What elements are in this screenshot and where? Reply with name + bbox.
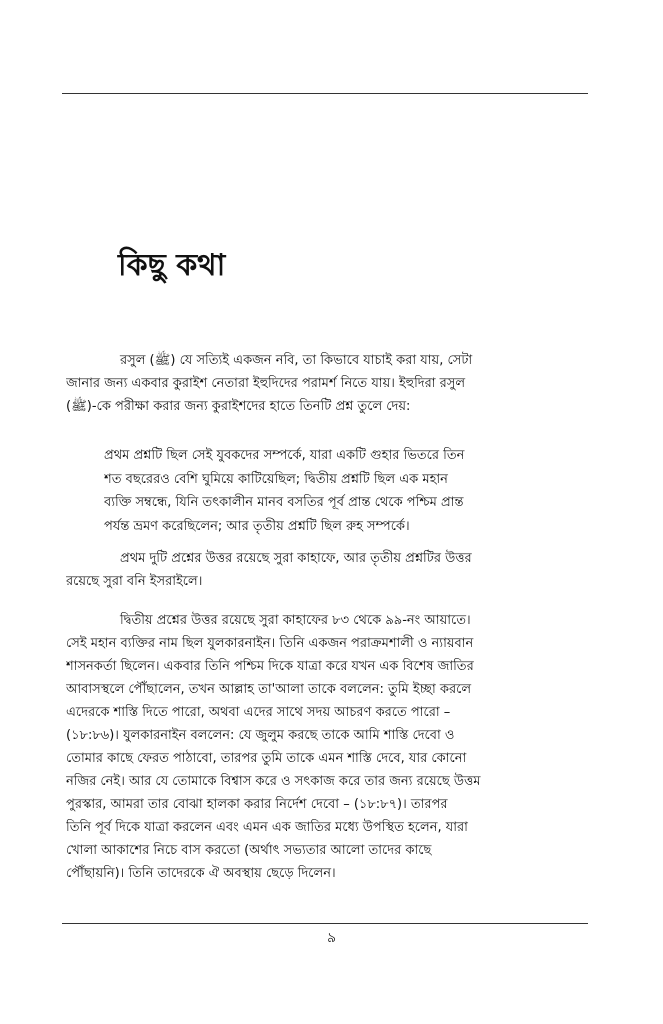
text-line: জানার জন্য একবার কুরাইশ নেতারা ইহুদিদের পরামর্শ নিতে যায়। ইহুদিরা রসুল xyxy=(66,376,466,391)
text-line: তিনি পূর্ব দিকে যাত্রা করলেন এবং এমন এক জাতির মধ্যে উপস্থিত হলেন, যারা xyxy=(66,820,468,835)
text-line: রয়েছে সুরা বনি ইসরাইলে। xyxy=(66,574,203,589)
text-line: (১৮:৮৬)। যুলকারনাইন বললেন: যে জুলুম করছে তাকে আমি শাস্তি দেবো ও xyxy=(66,728,455,743)
page-title: কিছু কথা xyxy=(118,248,226,284)
text-line: সেই মহান ব্যক্তির নাম ছিল যুলকারনাইন। তিনি একজন পরাক্রমশালী ও ন্যায়বান xyxy=(66,636,474,651)
text-line: ব্যক্তি সম্বন্ধে, যিনি তৎকালীন মানব বসতির পূর্ব প্রান্ত থেকে পশ্চিম প্রান্ত xyxy=(104,495,464,510)
text-line: তোমার কাছে ফেরত পাঠাবো, তারপর তুমি তাকে এমন শাস্তি দেবে, যার কোনো xyxy=(66,751,467,766)
text-line: শাসনকর্তা ছিলেন। একবার তিনি পশ্চিম দিকে যাত্রা করে যখন এক বিশেষ জাতির xyxy=(66,659,474,674)
text-line: শত বছরেরও বেশি ঘুমিয়ে কাটিয়েছিল; দ্বিতীয় প্রশ্নটি ছিল এক মহান xyxy=(104,471,448,487)
text-line: (ﷺ)-কে পরীক্ষা করার জন্য কুরাইশদের হাতে তিনটি প্রশ্ন তুলে দেয়: xyxy=(66,399,411,414)
text-line: প্রথম প্রশ্নটি ছিল সেই যুবকদের সম্পর্কে, যারা একটি গুহার ভিতরে তিন xyxy=(104,448,465,463)
questions-block xyxy=(104,444,564,538)
text-line: দ্বিতীয় প্রশ্নের উত্তর রয়েছে সুরা কাহাফের ৮৩ থেকে ৯৯-নং আয়াতে। xyxy=(120,613,471,628)
bottom-rule xyxy=(62,923,588,924)
text-line: নজির নেই। আর যে তোমাকে বিশ্বাস করে ও সৎকাজ করে তার জন্য রয়েছে উত্তম xyxy=(66,774,481,789)
answers-paragraph xyxy=(66,547,586,593)
text-line: খোলা আকাশের নিচে বাস করতো (অর্থাৎ সভ্যতার আলো তাদের কাছে xyxy=(66,843,432,858)
text-line: এদেরকে শাস্তি দিতে পারো, অথবা এদের সাথে সদয় আচরণ করতে পারো – xyxy=(66,705,451,720)
page-number: ৯ xyxy=(326,930,337,946)
top-rule xyxy=(62,93,588,94)
text-line: রসুল (ﷺ) যে সত্যিই একজন নবি, তা কিভাবে যাচাই করা যায়, সেটা xyxy=(120,353,473,368)
text-line: পর্যন্ত ভ্রমণ করেছিলেন; আর তৃতীয় প্রশ্নটি ছিল রুহ সম্পর্কে। xyxy=(104,518,410,534)
text-line: প্রথম দুটি প্রশ্নের উত্তর রয়েছে সুরা কাহাফে, আর তৃতীয় প্রশ্নটির উত্তর xyxy=(120,551,472,566)
text-line: আবাসস্থলে পৌঁছালেন, তখন আল্লাহ তা'আলা তাকে বললেন: তুমি ইচ্ছা করলে xyxy=(66,682,472,697)
intro-paragraph xyxy=(66,349,586,418)
text-line: পৌঁছায়নি)। তিনি তাদেরকে ঐ অবস্থায় ছেড়ে দিলেন। xyxy=(66,866,336,881)
text-line: পুরস্কার, আমরা তার বোঝা হালকা করার নির্দেশ দেবো – (১৮:৮৭)। তারপর xyxy=(66,797,448,812)
dhul-qarnayn-paragraph xyxy=(66,609,586,885)
